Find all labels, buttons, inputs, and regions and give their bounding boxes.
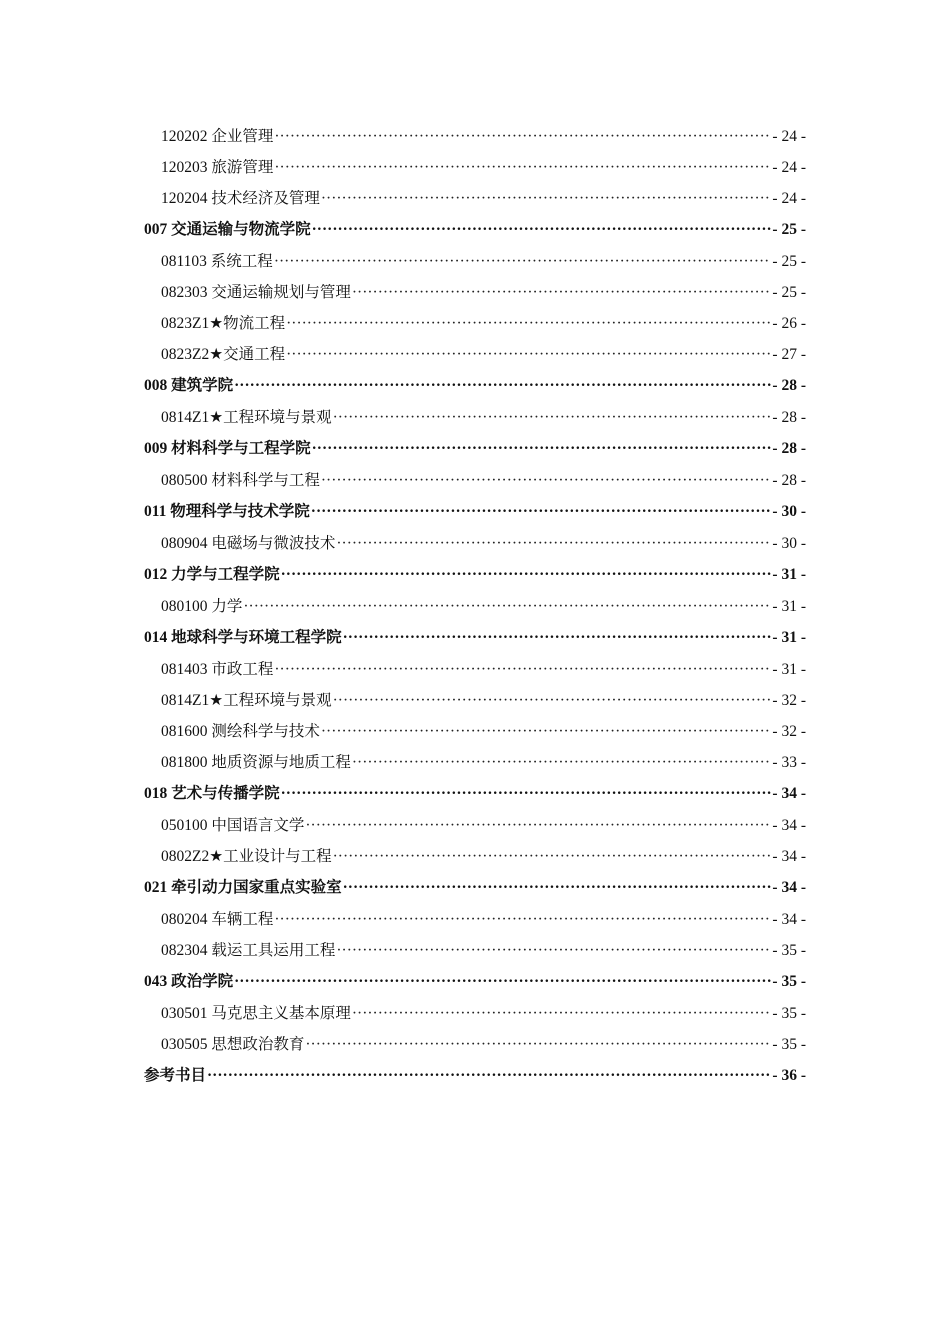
table-of-contents xyxy=(144,121,806,1092)
toc-page-number: - 34 - xyxy=(772,911,806,928)
dot-leader xyxy=(333,685,772,716)
toc-subentry[interactable] xyxy=(144,465,806,496)
dot-leader xyxy=(274,654,771,685)
toc-page-number: - 31 - xyxy=(772,598,806,615)
toc-section-entry[interactable] xyxy=(144,559,806,591)
toc-subentry[interactable] xyxy=(144,402,806,433)
toc-page-number: - 31 - xyxy=(772,661,806,678)
toc-subentry[interactable] xyxy=(144,308,806,339)
toc-subentry[interactable] xyxy=(144,935,806,966)
toc-page-number: - 24 - xyxy=(772,190,806,207)
toc-entry-label: 081403 市政工程 xyxy=(161,661,274,678)
dot-leader xyxy=(321,465,772,496)
toc-subentry[interactable] xyxy=(144,277,806,308)
toc-entry-label: 参考书目 xyxy=(144,1067,207,1084)
dot-leader xyxy=(321,716,772,747)
toc-entry-label: 014 地球科学与环境工程学院 xyxy=(144,629,342,646)
dot-leader xyxy=(321,183,772,214)
dot-leader xyxy=(343,872,772,904)
toc-section-entry[interactable] xyxy=(144,370,806,402)
dot-leader xyxy=(305,1029,771,1060)
toc-page-number: - 33 - xyxy=(772,754,806,771)
toc-page-number: - 34 - xyxy=(772,785,806,802)
toc-page-number: - 24 - xyxy=(772,159,806,176)
toc-subentry[interactable] xyxy=(144,998,806,1029)
toc-subentry[interactable] xyxy=(144,685,806,716)
toc-page-number: - 28 - xyxy=(772,409,806,426)
dot-leader xyxy=(274,152,771,183)
toc-section-entry[interactable] xyxy=(144,872,806,904)
toc-page-number: - 28 - xyxy=(772,440,806,457)
dot-leader xyxy=(336,935,771,966)
toc-entry-label: 120203 旅游管理 xyxy=(161,159,274,176)
toc-page-number: - 30 - xyxy=(772,503,806,520)
toc-page-number: - 26 - xyxy=(772,315,806,332)
dot-leader xyxy=(311,496,772,528)
toc-subentry[interactable] xyxy=(144,183,806,214)
toc-page-number: - 35 - xyxy=(772,942,806,959)
toc-section-entry[interactable] xyxy=(144,778,806,810)
toc-page-number: - 35 - xyxy=(772,1005,806,1022)
toc-entry-label: 080904 电磁场与微波技术 xyxy=(161,535,336,552)
dot-leader xyxy=(274,904,771,935)
dot-leader xyxy=(281,559,772,591)
toc-page-number: - 27 - xyxy=(772,346,806,363)
toc-page-number: - 25 - xyxy=(772,253,806,270)
toc-entry-label: 030501 马克思主义基本原理 xyxy=(161,1005,351,1022)
toc-entry-label: 120202 企业管理 xyxy=(161,128,274,145)
toc-entry-label: 007 交通运输与物流学院 xyxy=(144,221,311,238)
toc-section-entry[interactable] xyxy=(144,966,806,998)
toc-page-number: - 35 - xyxy=(772,1036,806,1053)
toc-entry-label: 081800 地质资源与地质工程 xyxy=(161,754,351,771)
dot-leader xyxy=(312,433,772,465)
toc-subentry[interactable] xyxy=(144,904,806,935)
toc-entry-label: 0823Z2★交通工程 xyxy=(161,346,286,363)
toc-entry-label: 081600 测绘科学与技术 xyxy=(161,723,320,740)
toc-entry-label: 021 牵引动力国家重点实验室 xyxy=(144,879,342,896)
toc-entry-label: 009 材料科学与工程学院 xyxy=(144,440,311,457)
toc-entry-label: 080204 车辆工程 xyxy=(161,911,274,928)
toc-subentry[interactable] xyxy=(144,747,806,778)
dot-leader xyxy=(243,591,771,622)
toc-page-number: - 32 - xyxy=(772,692,806,709)
toc-entry-label: 082303 交通运输规划与管理 xyxy=(161,284,351,301)
toc-page-number: - 32 - xyxy=(772,723,806,740)
toc-page-number: - 34 - xyxy=(772,848,806,865)
toc-entry-label: 030505 思想政治教育 xyxy=(161,1036,305,1053)
toc-subentry[interactable] xyxy=(144,339,806,370)
toc-subentry[interactable] xyxy=(144,841,806,872)
toc-entry-label: 012 力学与工程学院 xyxy=(144,566,280,583)
toc-entry-label: 008 建筑学院 xyxy=(144,377,234,394)
toc-subentry[interactable] xyxy=(144,716,806,747)
toc-entry-label: 0802Z2★工业设计与工程 xyxy=(161,848,332,865)
toc-page-number: - 34 - xyxy=(772,879,806,896)
toc-page-number: - 25 - xyxy=(772,284,806,301)
toc-entry-label: 080100 力学 xyxy=(161,598,243,615)
toc-entry-label: 018 艺术与传播学院 xyxy=(144,785,280,802)
toc-section-entry[interactable] xyxy=(144,433,806,465)
dot-leader xyxy=(234,370,771,402)
dot-leader xyxy=(333,402,772,433)
toc-section-entry[interactable] xyxy=(144,622,806,654)
toc-entry-label: 043 政治学院 xyxy=(144,973,234,990)
dot-leader xyxy=(234,966,771,998)
toc-entry-label: 0814Z1★工程环境与景观 xyxy=(161,692,332,709)
dot-leader xyxy=(352,998,772,1029)
toc-subentry[interactable] xyxy=(144,152,806,183)
toc-entry-label: 080500 材料科学与工程 xyxy=(161,472,320,489)
toc-page-number: - 34 - xyxy=(772,817,806,834)
toc-entry-label: 082304 载运工具运用工程 xyxy=(161,942,336,959)
dot-leader xyxy=(274,246,772,277)
toc-page-number: - 28 - xyxy=(772,377,806,394)
toc-page-number: - 30 - xyxy=(772,535,806,552)
dot-leader xyxy=(312,214,772,246)
toc-entry-label: 011 物理科学与技术学院 xyxy=(144,503,310,520)
toc-subentry[interactable] xyxy=(144,591,806,622)
toc-subentry[interactable] xyxy=(144,654,806,685)
toc-entry-label: 050100 中国语言文学 xyxy=(161,817,305,834)
toc-page-number: - 24 - xyxy=(772,128,806,145)
dot-leader xyxy=(333,841,772,872)
toc-subentry[interactable] xyxy=(144,246,806,277)
dot-leader xyxy=(352,747,772,778)
toc-subentry[interactable] xyxy=(144,810,806,841)
toc-subentry[interactable] xyxy=(144,121,806,152)
toc-entry-label: 0823Z1★物流工程 xyxy=(161,315,286,332)
toc-page-number: - 25 - xyxy=(772,221,806,238)
toc-page-number: - 35 - xyxy=(772,973,806,990)
dot-leader xyxy=(336,528,771,559)
toc-section-entry[interactable] xyxy=(144,1060,806,1092)
dot-leader xyxy=(281,778,772,810)
dot-leader xyxy=(343,622,772,654)
toc-entry-label: 081103 系统工程 xyxy=(161,253,273,270)
toc-page-number: - 28 - xyxy=(772,472,806,489)
dot-leader xyxy=(305,810,771,841)
toc-section-entry[interactable] xyxy=(144,214,806,246)
dot-leader xyxy=(352,277,772,308)
dot-leader xyxy=(286,308,771,339)
toc-page-number: - 31 - xyxy=(772,566,806,583)
toc-subentry[interactable] xyxy=(144,1029,806,1060)
dot-leader xyxy=(286,339,771,370)
toc-page-number: - 31 - xyxy=(772,629,806,646)
dot-leader xyxy=(207,1060,771,1092)
toc-subentry[interactable] xyxy=(144,528,806,559)
dot-leader xyxy=(274,121,771,152)
toc-section-entry[interactable] xyxy=(144,496,806,528)
toc-entry-label: 120204 技术经济及管理 xyxy=(161,190,320,207)
toc-entry-label: 0814Z1★工程环境与景观 xyxy=(161,409,332,426)
toc-page-number: - 36 - xyxy=(772,1067,806,1084)
